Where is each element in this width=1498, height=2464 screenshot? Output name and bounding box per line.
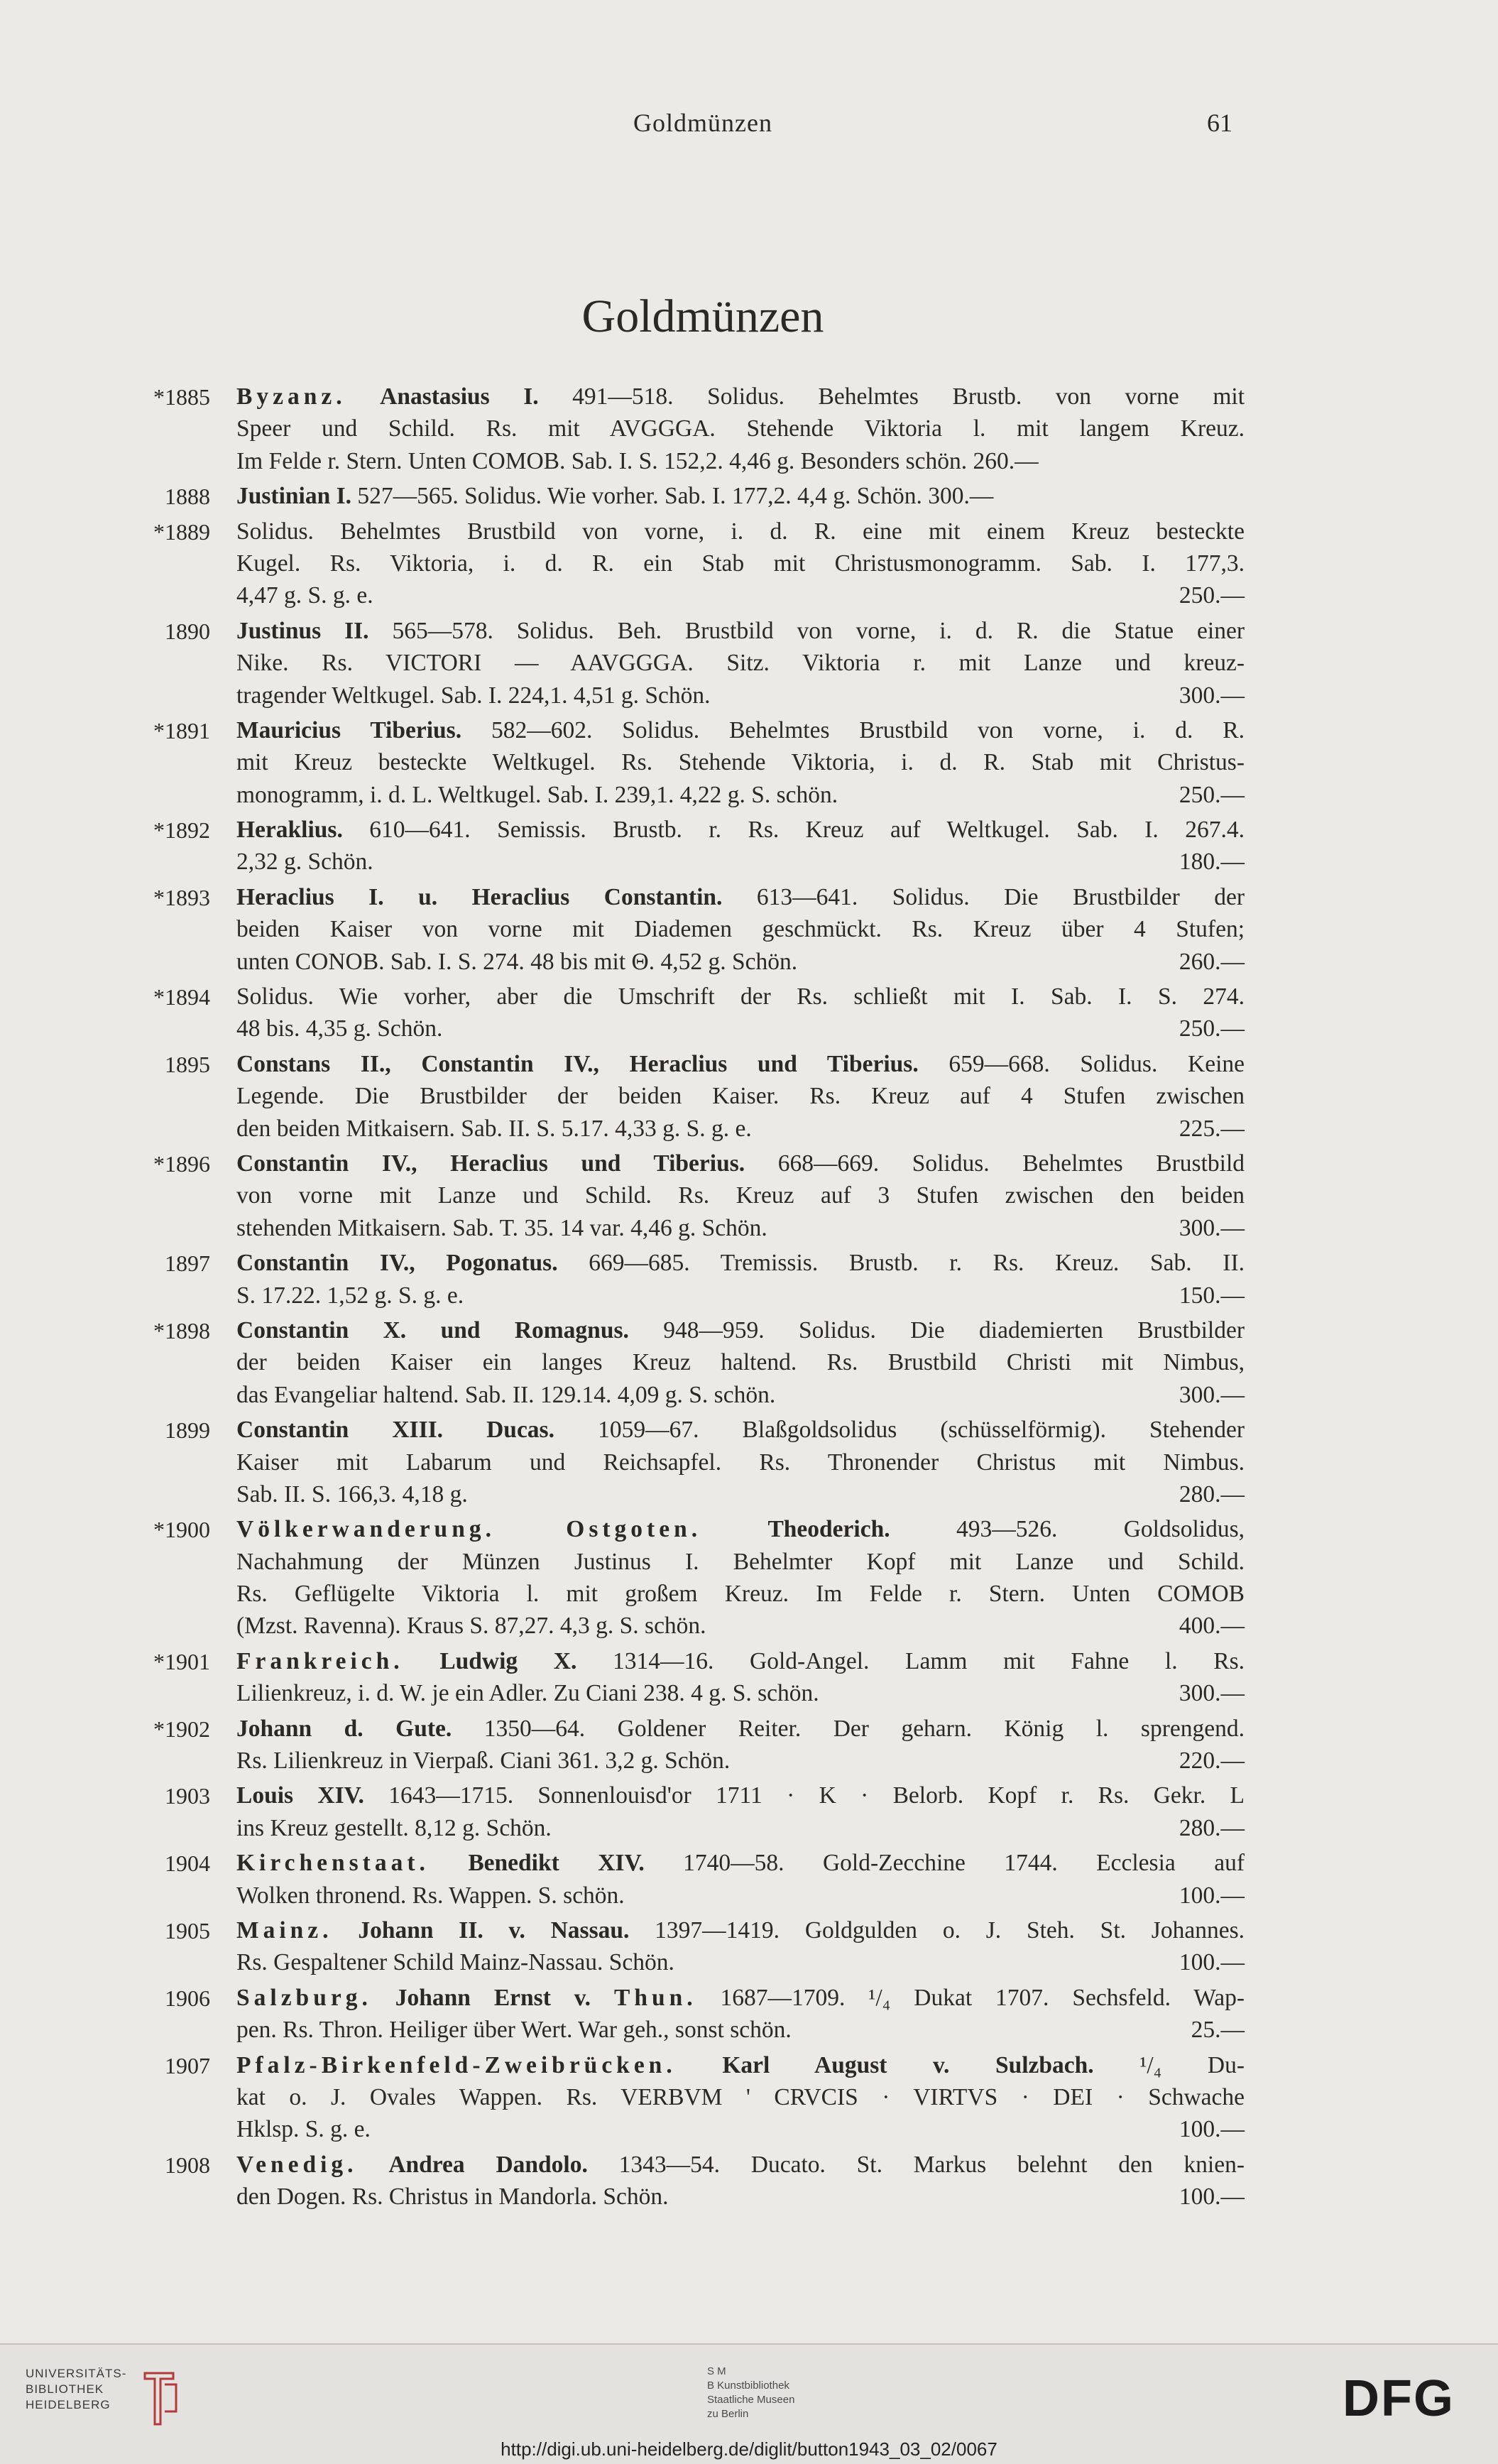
lot-number: *1894 bbox=[153, 984, 210, 1010]
lot-number: 1895 bbox=[165, 1051, 210, 1077]
lot-description bbox=[236, 1314, 1245, 1411]
lot-description bbox=[236, 615, 1245, 712]
description-line: stehenden Mitkaisern. Sab. T. 35. 14 var. 4,46 g. Schön. 300.— bbox=[236, 1212, 1245, 1244]
description-line: Völkerwanderung. Ostgoten. Theoderich. 493—526. Goldsolidus, bbox=[236, 1516, 1245, 1543]
lot-price: 250.— bbox=[1179, 582, 1245, 609]
description-line: Rs. Lilienkreuz in Vierpaß. Ciani 361. 3,2 g. Schön. 220.— bbox=[236, 1745, 1245, 1777]
university-library-logo[interactable] bbox=[26, 2366, 189, 2430]
lot-description bbox=[236, 1147, 1245, 1244]
lot-number: 1888 bbox=[165, 484, 210, 510]
description-line: 48 bis. 4,35 g. Schön. 250.— bbox=[236, 1013, 1245, 1045]
description-line: Constantin IV., Heraclius und Tiberius. 668—669. Solidus. Behelmtes Brustbild bbox=[236, 1150, 1245, 1177]
lot-number: 1903 bbox=[165, 1783, 210, 1809]
lot-entry bbox=[0, 1513, 1498, 1642]
description-line: Louis XIV. 1643—1715. Sonnenlouisd'or 1711 · K · Belorb. Kopf r. Rs. Gekr. L bbox=[236, 1782, 1245, 1809]
footer-divider bbox=[0, 2343, 1498, 2345]
lot-description bbox=[236, 1048, 1245, 1145]
lot-price: 250.— bbox=[1179, 781, 1245, 808]
lot-number: 1899 bbox=[165, 1417, 210, 1444]
description-line: mit Kreuz besteckte Weltkugel. Rs. Stehende Viktoria, i. d. R. Stab mit Christus- bbox=[236, 749, 1245, 776]
lot-price: 225.— bbox=[1179, 1115, 1245, 1142]
lot-entry bbox=[0, 1247, 1498, 1312]
lot-description bbox=[236, 714, 1245, 811]
lot-number: *1896 bbox=[153, 1150, 210, 1177]
lot-entry bbox=[0, 480, 1498, 512]
description-line: Sab. II. S. 166,3. 4,18 g. 280.— bbox=[236, 1478, 1245, 1510]
lot-description bbox=[236, 1914, 1245, 1979]
description-line: Heraclius I. u. Heraclius Constantin. 613—641. Solidus. Die Brustbilder der bbox=[236, 883, 1245, 910]
description-line: Mainz. Johann II. v. Nassau. 1397—1419. Goldgulden o. J. Steh. St. Johannes. bbox=[236, 1917, 1245, 1944]
lot-description bbox=[236, 1713, 1245, 1777]
description-line: monogramm, i. d. L. Weltkugel. Sab. I. 239,1. 4,22 g. S. schön. 250.— bbox=[236, 779, 1245, 811]
lot-number: 1904 bbox=[165, 1850, 210, 1877]
description-line: den beiden Mitkaisern. Sab. II. S. 5.17. 4,33 g. S. g. e. 225.— bbox=[236, 1113, 1245, 1145]
lot-number: *1898 bbox=[153, 1317, 210, 1343]
lot-entry bbox=[0, 1314, 1498, 1411]
description-line: Venedig. Andrea Dandolo. 1343—54. Ducato. St. Markus belehnt den knien- bbox=[236, 2151, 1245, 2178]
lot-number: 1908 bbox=[165, 2152, 210, 2178]
lot-number: *1901 bbox=[153, 1648, 210, 1674]
lot-description bbox=[236, 814, 1245, 878]
description-line: Kugel. Rs. Viktoria, i. d. R. ein Stab mit Christusmonogramm. Sab. I. 177,3. bbox=[236, 550, 1245, 577]
description-line: Nike. Rs. VICTORI — AAVGGGA. Sitz. Viktoria r. mit Lanze und kreuz- bbox=[236, 650, 1245, 677]
lot-number: *1889 bbox=[153, 518, 210, 545]
lot-description bbox=[236, 1247, 1245, 1312]
lot-price: 100.— bbox=[1179, 2184, 1245, 2210]
lot-entry bbox=[0, 1414, 1498, 1510]
description-line: ins Kreuz gestellt. 8,12 g. Schön. 280.— bbox=[236, 1812, 1245, 1844]
lot-price: 100.— bbox=[1179, 1882, 1245, 1909]
lot-description bbox=[236, 881, 1245, 978]
lot-description bbox=[236, 1414, 1245, 1510]
lot-price: 150.— bbox=[1179, 1282, 1245, 1309]
lot-number: 1897 bbox=[165, 1250, 210, 1277]
lot-price: 250.— bbox=[1179, 1015, 1245, 1042]
lot-price: 300.— bbox=[1179, 1381, 1245, 1408]
description-line: beiden Kaiser von vorne mit Diademen geschmückt. Rs. Kreuz über 4 Stufen; bbox=[236, 916, 1245, 943]
lot-entry bbox=[0, 1982, 1498, 2046]
description-line: Justinian I. 527—565. Solidus. Wie vorher. Sab. I. 177,2. 4,4 g. Schön. 300.— bbox=[236, 483, 994, 510]
lot-description bbox=[236, 1779, 1245, 1844]
description-line: S. 17.22. 1,52 g. S. g. e. 150.— bbox=[236, 1280, 1245, 1312]
lot-price: 100.— bbox=[1179, 2116, 1245, 2143]
description-line: Constantin XIII. Ducas. 1059—67. Blaßgoldsolidus (schüsselförmig). Stehender bbox=[236, 1417, 1245, 1444]
description-line: Wolken thronend. Rs. Wappen. S. schön. 100.— bbox=[236, 1880, 1245, 1912]
lot-price: 260.— bbox=[1179, 948, 1245, 975]
description-line: Rs. Gespaltener Schild Mainz-Nassau. Schön. 100.— bbox=[236, 1946, 1245, 1978]
lot-number: 1906 bbox=[165, 1985, 210, 2011]
lot-number: *1892 bbox=[153, 817, 210, 844]
description-line: das Evangeliar haltend. Sab. II. 129.14. 4,09 g. S. schön. 300.— bbox=[236, 1379, 1245, 1411]
lot-number: 1890 bbox=[165, 618, 210, 644]
description-line: Mauricius Tiberius. 582—602. Solidus. Behelmtes Brustbild von vorne, i. d. R. bbox=[236, 716, 1245, 743]
lot-entry bbox=[0, 714, 1498, 811]
lot-entry bbox=[0, 1847, 1498, 1912]
lot-entry bbox=[0, 1147, 1498, 1244]
lot-price: 220.— bbox=[1179, 1748, 1245, 1775]
lot-entry bbox=[0, 1713, 1498, 1777]
description-line: Lilienkreuz, i. d. W. je ein Adler. Zu Ciani 238. 4 g. S. schön. 300.— bbox=[236, 1677, 1245, 1709]
lot-description bbox=[236, 516, 1245, 612]
lot-description bbox=[236, 1982, 1245, 2046]
lot-number: 1905 bbox=[165, 1917, 210, 1944]
description-line: von vorne mit Lanze und Schild. Rs. Kreuz auf 3 Stufen zwischen den beiden bbox=[236, 1182, 1245, 1209]
description-line: Kirchenstaat. Benedikt XIV. 1740—58. Gold-Zecchine 1744. Ecclesia auf bbox=[236, 1850, 1245, 1877]
lot-price: 25.— bbox=[1191, 2017, 1245, 2044]
lot-entry bbox=[0, 981, 1498, 1045]
lot-number: 1907 bbox=[165, 2052, 210, 2078]
lot-number: *1893 bbox=[153, 884, 210, 910]
university-name: UNIVERSITÄTS- BIBLIOTHEK HEIDELBERG bbox=[26, 2367, 127, 2411]
description-line: Legende. Die Brustbilder der beiden Kaiser. Rs. Kreuz auf 4 Stufen zwischen bbox=[236, 1083, 1245, 1110]
description-line: tragender Weltkugel. Sab. I. 224,1. 4,51 g. Schön. 300.— bbox=[236, 680, 1245, 712]
lot-price: 180.— bbox=[1179, 849, 1245, 876]
description-line: Im Felde r. Stern. Unten COMOB. Sab. I. S. 152,2. 4,46 g. Besonders schön. 260.— bbox=[236, 447, 1039, 474]
lot-number: *1891 bbox=[153, 717, 210, 743]
description-line: Byzanz. Anastasius I. 491—518. Solidus. Behelmtes Brustb. von vorne mit bbox=[236, 383, 1245, 410]
description-line: der beiden Kaiser ein langes Kreuz haltend. Rs. Brustbild Christi mit Nimbus, bbox=[236, 1349, 1245, 1376]
dfg-logo-text: DFG bbox=[1343, 2372, 1455, 2424]
description-line: Solidus. Wie vorher, aber die Umschrift der Rs. schließt mit I. Sab. I. S. 274. bbox=[236, 983, 1245, 1010]
description-line: Pfalz-Birkenfeld-Zweibrücken. Karl August v. Sulzbach. ¹/₄ Du- bbox=[236, 2051, 1245, 2078]
lot-number: *1885 bbox=[153, 384, 210, 410]
description-line: den Dogen. Rs. Christus in Mandorla. Schön. 100.— bbox=[236, 2181, 1245, 2213]
lot-price: 280.— bbox=[1179, 1814, 1245, 1841]
description-line: Johann d. Gute. 1350—64. Goldener Reiter. Der geharn. König l. sprengend. bbox=[236, 1715, 1245, 1742]
lot-entry bbox=[0, 1048, 1498, 1145]
page-number: 61 bbox=[1207, 109, 1232, 137]
lot-description bbox=[236, 1645, 1245, 1710]
lot-price: 300.— bbox=[1179, 1680, 1245, 1707]
lot-price: 100.— bbox=[1179, 1949, 1245, 1976]
dfg-logo[interactable] bbox=[1328, 2372, 1470, 2424]
lot-number: *1900 bbox=[153, 1517, 210, 1543]
lot-entry bbox=[0, 381, 1498, 477]
source-url[interactable]: http://digi.ub.uni-heidelberg.de/diglit/button1943_03_02/0067 bbox=[501, 2438, 997, 2460]
lot-description bbox=[236, 2149, 1245, 2213]
description-line: unten CONOB. Sab. I. S. 274. 48 bis mit Θ. 4,52 g. Schön. 260.— bbox=[236, 946, 1245, 978]
lot-description bbox=[236, 1513, 1245, 1642]
running-head bbox=[0, 108, 1498, 143]
lot-entry bbox=[0, 1645, 1498, 1710]
description-line: Nachahmung der Münzen Justinus I. Behelmter Kopf mit Lanze und Schild. bbox=[236, 1548, 1245, 1575]
library-stamp: S M B Kunstbibliothek Staatliche Museen zu Berlin bbox=[707, 2365, 795, 2420]
description-line: (Mzst. Ravenna). Kraus S. 87,27. 4,3 g. S. schön. 400.— bbox=[236, 1610, 1245, 1642]
lot-entry bbox=[0, 516, 1498, 612]
description-line: pen. Rs. Thron. Heiliger über Wert. War geh., sonst schön. 25.— bbox=[236, 2014, 1245, 2046]
lot-number: *1902 bbox=[153, 1716, 210, 1742]
description-line: Constantin IV., Pogonatus. 669—685. Tremissis. Brustb. r. Rs. Kreuz. Sab. II. bbox=[236, 1250, 1245, 1277]
lot-entry bbox=[0, 2149, 1498, 2213]
lot-entry bbox=[0, 615, 1498, 712]
description-line: Constans II., Constantin IV., Heraclius und Tiberius. 659—668. Solidus. Keine bbox=[236, 1050, 1245, 1077]
lot-price: 300.— bbox=[1179, 682, 1245, 709]
lot-entry bbox=[0, 1779, 1498, 1844]
lot-description bbox=[236, 381, 1245, 477]
running-title: Goldmünzen bbox=[633, 109, 772, 137]
university-emblem-icon bbox=[139, 2369, 179, 2428]
lot-price: 280.— bbox=[1179, 1481, 1245, 1508]
description-line: Salzburg. Johann Ernst v. Thun. 1687—1709. ¹/₄ Dukat 1707. Sechsfeld. Wap- bbox=[236, 1984, 1245, 2011]
description-line: Justinus II. 565—578. Solidus. Beh. Brustbild von vorne, i. d. R. die Statue einer bbox=[236, 617, 1245, 644]
lot-description bbox=[236, 480, 1245, 512]
description-line: Heraklius. 610—641. Semissis. Brustb. r. Rs. Kreuz auf Weltkugel. Sab. I. 267.4. bbox=[236, 817, 1245, 844]
description-line: Constantin X. und Romagnus. 948—959. Solidus. Die diademierten Brustbilder bbox=[236, 1317, 1245, 1343]
lot-description bbox=[236, 2049, 1245, 2146]
lot-entry bbox=[0, 1914, 1498, 1979]
description-line: Rs. Geflügelte Viktoria l. mit großem Kreuz. Im Felde r. Stern. Unten COMOB bbox=[236, 1581, 1245, 1608]
lot-entry bbox=[0, 2049, 1498, 2146]
description-line: kat o. J. Ovales Wappen. Rs. VERBVM ' CRVCIS · VIRTVS · DEI · Schwache bbox=[236, 2083, 1245, 2110]
description-line: Frankreich. Ludwig X. 1314—16. Gold-Angel. Lamm mit Fahne l. Rs. bbox=[236, 1647, 1245, 1674]
lot-price: 300.— bbox=[1179, 1214, 1245, 1241]
description-line: Solidus. Behelmtes Brustbild von vorne, i. d. R. eine mit einem Kreuz besteckte bbox=[236, 518, 1245, 545]
description-line: Kaiser mit Labarum und Reichsapfel. Rs. Thronender Christus mit Nimbus. bbox=[236, 1449, 1245, 1476]
lot-entry bbox=[0, 814, 1498, 878]
description-line: 2,32 g. Schön. 180.— bbox=[236, 846, 1245, 878]
description-line: 4,47 g. S. g. e. 250.— bbox=[236, 579, 1245, 611]
lot-price: 400.— bbox=[1179, 1613, 1245, 1640]
lot-list bbox=[0, 381, 1498, 2215]
section-title: Goldmünzen bbox=[581, 290, 824, 342]
lot-description bbox=[236, 1847, 1245, 1912]
lot-entry bbox=[0, 881, 1498, 978]
description-line: Hklsp. S. g. e. 100.— bbox=[236, 2113, 1245, 2145]
description-line: Speer und Schild. Rs. mit AVGGGA. Stehende Viktoria l. mit langem Kreuz. bbox=[236, 415, 1245, 442]
lot-description bbox=[236, 981, 1245, 1045]
